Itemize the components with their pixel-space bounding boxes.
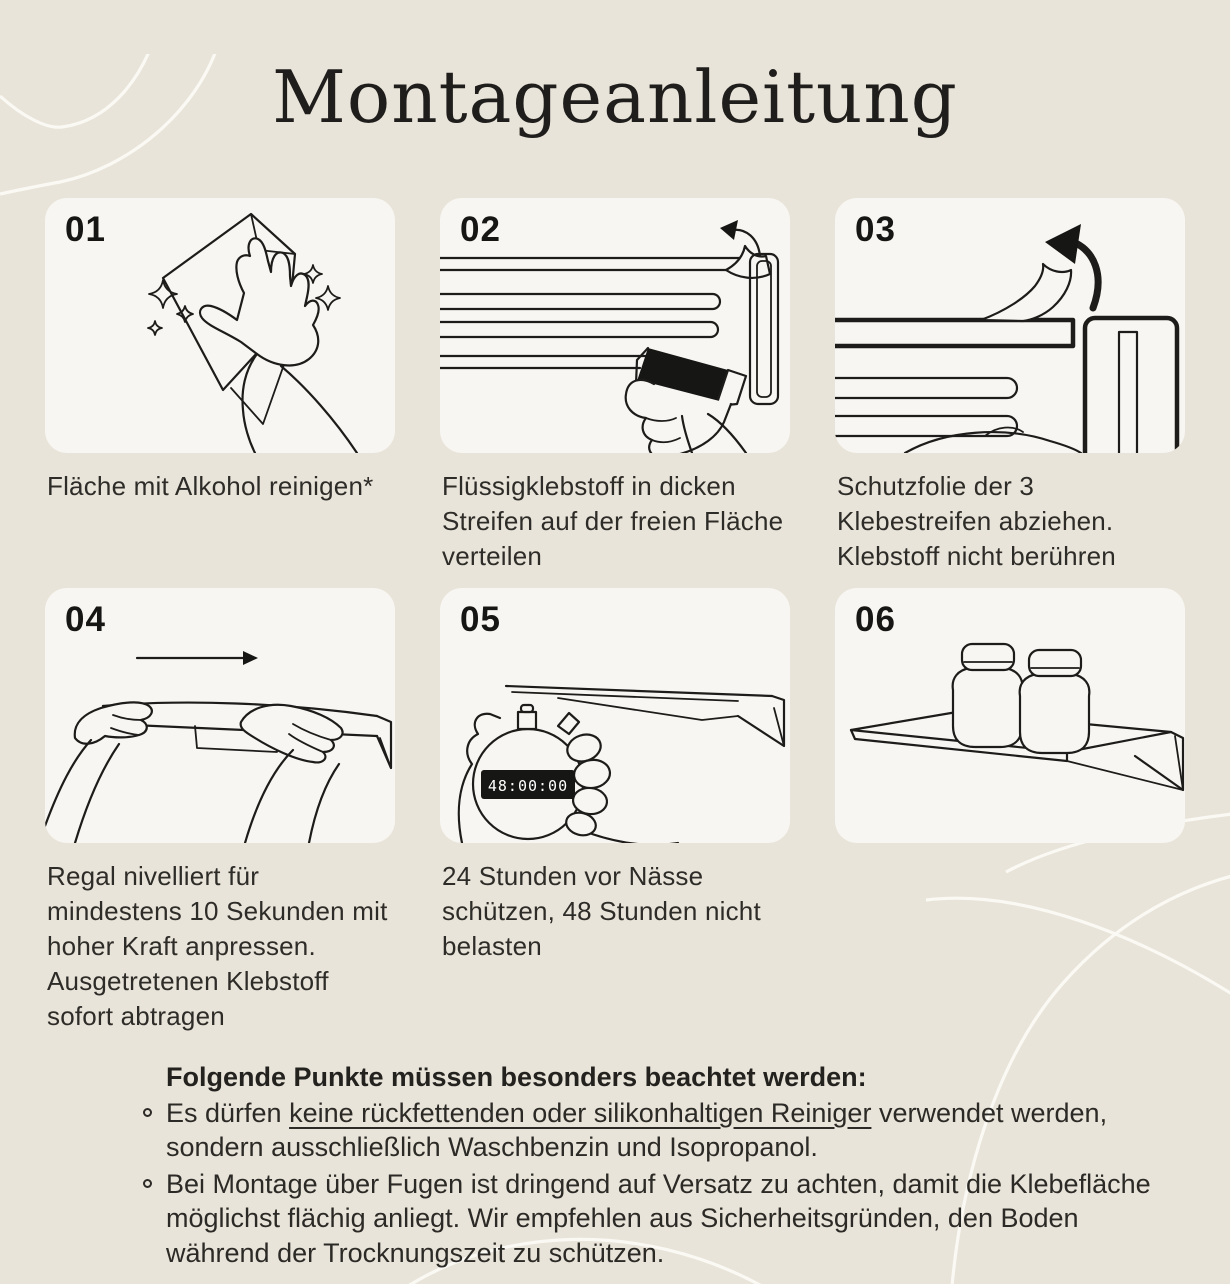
step-01-number: 01 bbox=[65, 210, 106, 250]
note-1-post: verwendet werden, sondern ausschließlich Waschbenzin und Isopropanol. bbox=[166, 1097, 1108, 1163]
step-05-panel bbox=[440, 588, 790, 843]
steps-grid bbox=[0, 198, 1230, 1033]
step-02-panel bbox=[440, 198, 790, 453]
note-1-text bbox=[166, 1098, 1107, 1163]
step-card-02 bbox=[440, 198, 790, 588]
step-04-number: 04 bbox=[65, 600, 106, 640]
left-hand bbox=[45, 703, 152, 844]
step-card-04 bbox=[45, 588, 395, 1033]
step-02-number: 02 bbox=[460, 210, 501, 250]
hand bbox=[200, 239, 357, 454]
step-card-03 bbox=[835, 198, 1185, 588]
arrow-right-icon bbox=[137, 651, 258, 665]
page-title: Montageanleitung bbox=[272, 55, 958, 139]
right-hand bbox=[241, 705, 343, 843]
step-02-caption: Flüssigklebstoff in dicken Streifen auf der freien Fläche verteilen bbox=[442, 471, 784, 572]
step-card-05 bbox=[440, 588, 790, 1033]
step-card-06 bbox=[835, 588, 1185, 1033]
protective-film bbox=[981, 264, 1071, 321]
bullet-circle-icon bbox=[143, 1108, 152, 1117]
curved-arrow-icon bbox=[720, 220, 760, 256]
step-05-caption: 24 Stunden vor Nässe schützen, 48 Stunden nicht belasten bbox=[442, 861, 761, 962]
step-03-panel bbox=[835, 198, 1185, 453]
jar-right bbox=[1020, 650, 1090, 753]
step-01-caption: Fläche mit Alkohol reinigen* bbox=[47, 471, 374, 502]
note-2-pre: Bei Montage über Fugen ist dringend auf Versatz zu achten, damit die Klebefläche möglichst flächig anliegt. Wir empfehlen aus Sicherheitsgründen, den Boden während der Trocknungszeit zu schützen. bbox=[166, 1168, 1151, 1268]
note-item-2 bbox=[142, 1167, 1160, 1271]
notes-heading: Folgende Punkte müssen besonders beachtet werden: bbox=[166, 1061, 867, 1092]
note-1-underlined: keine rückfettenden oder silikonhaltigen Reiniger bbox=[289, 1097, 872, 1128]
step-03-number: 03 bbox=[855, 210, 896, 250]
step-03-caption: Schutzfolie der 3 Klebestreifen abziehen. Klebstoff nicht berühren bbox=[837, 471, 1116, 572]
step-01-panel bbox=[45, 198, 395, 453]
note-1-pre: Es dürfen bbox=[166, 1097, 290, 1128]
bullet-circle-icon bbox=[143, 1179, 152, 1188]
step-05-number: 05 bbox=[460, 600, 501, 640]
step-04-panel bbox=[45, 588, 395, 843]
step-04-caption: Regal nivelliert für mindestens 10 Sekunden mit hoher Kraft anpressen. Ausgetretenen Klebstoff sofort abtragen bbox=[47, 861, 388, 1031]
note-2-text bbox=[166, 1169, 1151, 1268]
notes-section bbox=[142, 1060, 1160, 1271]
step-card-01 bbox=[45, 198, 395, 588]
hand bbox=[905, 428, 1081, 454]
step-06-panel bbox=[835, 588, 1185, 843]
stopwatch-display: 48:00:00 bbox=[487, 777, 569, 796]
jar-left bbox=[953, 644, 1023, 747]
stopwatch-icon bbox=[459, 705, 678, 843]
step-06-number: 06 bbox=[855, 600, 896, 640]
note-item-1 bbox=[142, 1096, 1160, 1165]
step-06-caption bbox=[837, 859, 1185, 978]
